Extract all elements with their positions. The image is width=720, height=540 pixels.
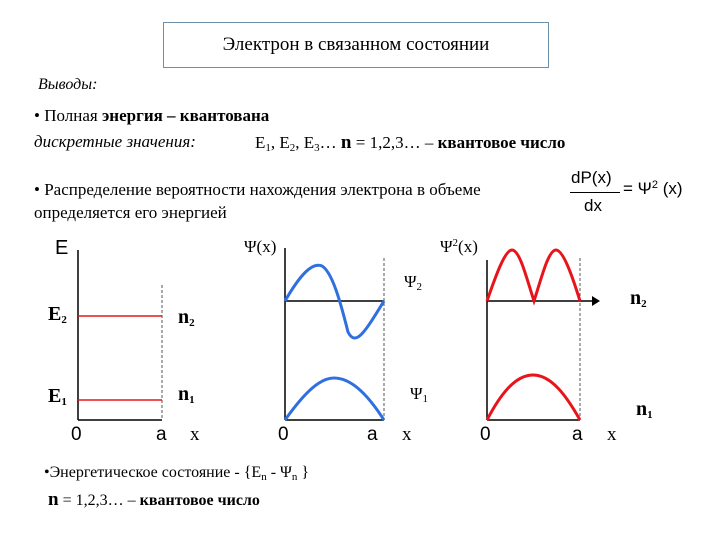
conclusions-label: Выводы: <box>38 76 98 93</box>
bottom-line1-a: •Энергетическое состояние - {E <box>44 464 262 481</box>
e-sep-1: , E <box>270 133 290 152</box>
psi-diagram <box>285 248 384 420</box>
psisq-a: a <box>572 424 583 445</box>
n2-sym: n <box>178 306 190 328</box>
psisq1-curve <box>487 375 580 420</box>
point1-text-a: Полная <box>44 106 102 125</box>
psisq-arrow-head <box>592 296 600 306</box>
bottom-line1 <box>44 464 309 483</box>
energy-zero: 0 <box>71 424 82 445</box>
n-description: квантовое число <box>437 133 566 152</box>
psi1-sym: Ψ <box>410 384 423 403</box>
point2-line1: • Распределение вероятности нахождения электрона в объеме <box>34 180 481 199</box>
slide-title-text: Электрон в связанном состоянии <box>222 34 490 55</box>
bottom-line1-b: - Ψ <box>266 464 292 481</box>
psisq-axis-psi: Ψ <box>440 237 453 256</box>
psi-sq-diagram <box>487 250 600 420</box>
psi-axis-label: Ψ(x) <box>244 237 277 256</box>
psisq-x: x <box>607 424 617 445</box>
n-values: = 1,2,3… – <box>351 133 438 152</box>
energy-x: x <box>190 424 200 445</box>
bullet: • <box>34 106 40 125</box>
formula-denominator: dx <box>584 196 602 215</box>
e2-sub: 2 <box>61 314 67 326</box>
psi-zero: 0 <box>278 424 289 445</box>
formula-numerator: dP(x) <box>571 168 612 187</box>
bottom-line1-sub1: n <box>261 471 267 483</box>
psisq-n2-sub: 2 <box>641 298 647 310</box>
e-sub-2: 2 <box>289 142 296 154</box>
n1-label-energy <box>178 383 195 406</box>
e1-sym: E <box>48 385 62 407</box>
n1-sym: n <box>178 383 190 405</box>
psisq-axis-label <box>440 237 478 257</box>
bottom-line1-c: } <box>297 464 310 481</box>
psisq2-curve <box>487 250 580 301</box>
psisq-n2-sym: n <box>630 287 642 309</box>
formula-arg: (x) <box>657 179 683 198</box>
energy-axis-label: E <box>55 237 69 259</box>
n1-label-psisq <box>636 398 653 421</box>
e-sep-2: , E <box>295 133 315 152</box>
psisq-axis-sup: 2 <box>452 237 459 249</box>
psi-a: a <box>367 424 378 445</box>
bottom-n-symbol: n <box>48 489 59 510</box>
psi1-label <box>410 384 428 405</box>
point2-line2: определяется его энергией <box>34 203 227 222</box>
bottom-n-description: квантовое число <box>139 492 260 509</box>
formula-sup: 2 <box>651 179 658 191</box>
n2-label-energy <box>178 306 195 329</box>
n2-label-psisq <box>630 287 647 310</box>
n1-sub: 1 <box>189 394 195 406</box>
n2-sub: 2 <box>189 317 195 329</box>
bottom-line1-sub2: n <box>291 471 298 483</box>
psisq-axis-arg: (x) <box>458 237 478 256</box>
bottom-line2 <box>48 489 260 511</box>
psi1-sub: 1 <box>422 393 429 405</box>
bottom-n-values: = 1,2,3… – <box>58 492 140 509</box>
psisq-n1-sym: n <box>636 398 648 420</box>
e-sub-1: 1 <box>265 142 271 154</box>
e2-label <box>48 303 67 326</box>
e-sym: E <box>255 133 266 152</box>
formula-eq: = Ψ <box>623 179 652 198</box>
psi2-label <box>404 272 422 293</box>
n-symbol: n <box>340 132 352 153</box>
psisq-zero: 0 <box>480 424 491 445</box>
e2-sym: E <box>48 303 62 325</box>
e1-label <box>48 385 67 408</box>
energy-a: a <box>156 424 167 445</box>
discrete-label: дискретные значения: <box>34 132 196 151</box>
psi2-sym: Ψ <box>404 272 417 291</box>
e-sub-3: 3 <box>314 142 320 154</box>
psi1-curve <box>285 378 384 420</box>
point1-text-b: энергия – квантована <box>101 106 270 125</box>
psi-x: x <box>402 424 412 445</box>
energy-diagram <box>78 250 162 420</box>
psisq-n1-sub: 1 <box>647 409 653 421</box>
e1-sub: 1 <box>61 396 67 408</box>
psi2-sub: 2 <box>416 281 423 293</box>
e-tail: … <box>319 133 337 152</box>
